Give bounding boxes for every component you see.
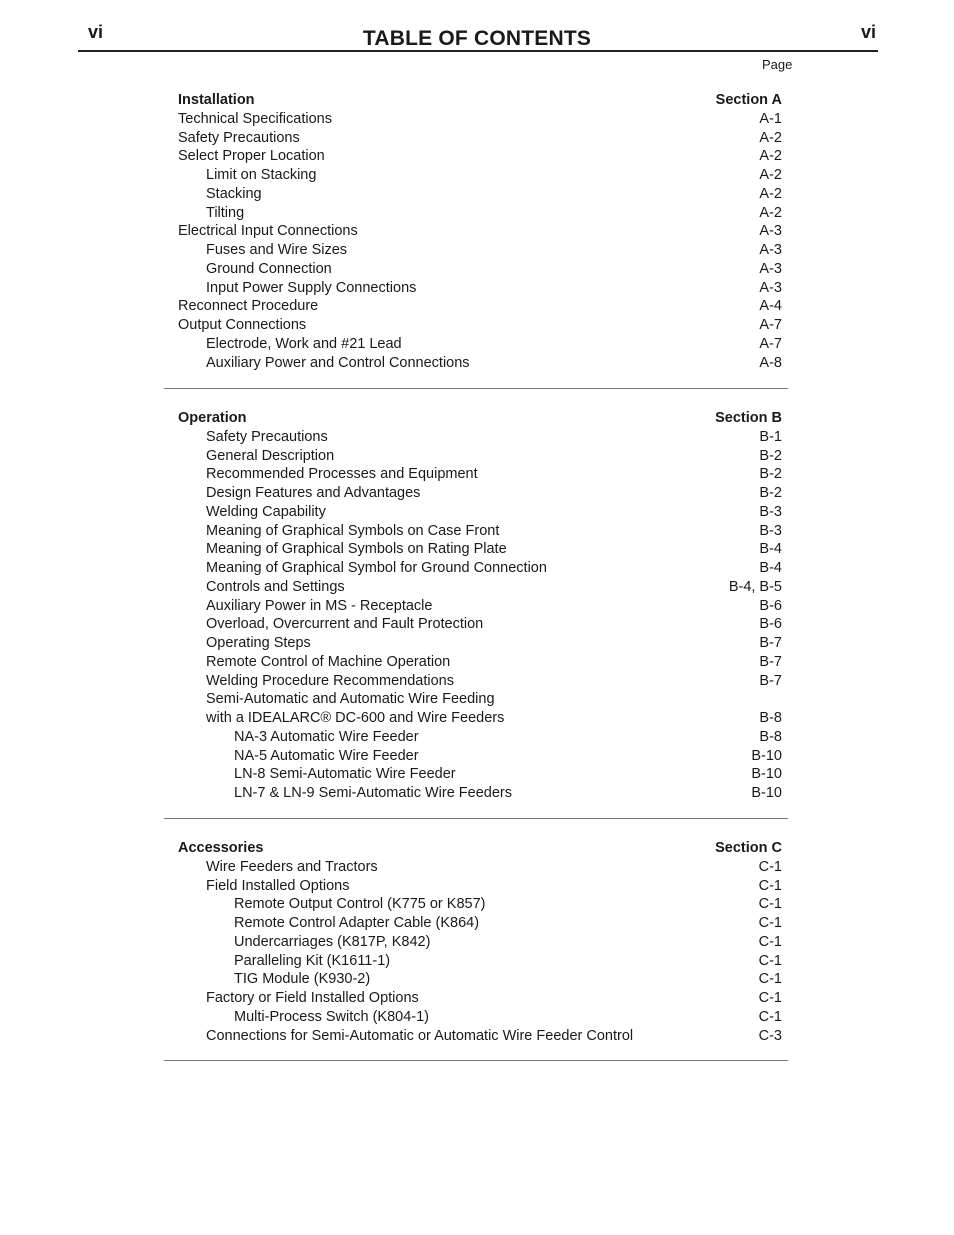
- toc-entry-label: Meaning of Graphical Symbols on Rating Plate: [206, 541, 507, 558]
- toc-entry-page: B-2: [759, 466, 782, 483]
- toc-entry[interactable]: [178, 970, 782, 989]
- toc-entry-label: Technical Specifications: [178, 110, 332, 127]
- toc-entry-page: B-7: [759, 672, 782, 689]
- toc-entry-page: A-2: [759, 148, 782, 165]
- toc-entry-page: B-3: [759, 522, 782, 539]
- toc-entry[interactable]: [178, 465, 782, 484]
- toc-entry-label: Multi-Process Switch (K804-1): [234, 1008, 429, 1025]
- toc-entry-label: Overload, Overcurrent and Fault Protection: [206, 616, 484, 633]
- toc-entry-label: General Description: [206, 447, 335, 464]
- toc-entry-page: A-7: [759, 335, 782, 352]
- toc-entry[interactable]: [178, 895, 782, 914]
- toc-entry-label: Accessories: [178, 840, 264, 856]
- toc-entry-label: NA-5 Automatic Wire Feeder: [234, 747, 419, 764]
- toc-entry-label: Safety Precautions: [178, 129, 300, 146]
- toc-entry-label: Fuses and Wire Sizes: [206, 242, 348, 258]
- toc-entry[interactable]: [178, 354, 782, 373]
- toc-entry-page: C-1: [758, 858, 782, 875]
- toc-entry[interactable]: [178, 428, 782, 447]
- toc-section-c: [178, 839, 782, 1045]
- toc-entry[interactable]: [178, 933, 782, 952]
- toc-entry-page: C-3: [758, 1027, 782, 1044]
- toc-entry-page: Section C: [715, 840, 782, 856]
- toc-entry-label: Auxiliary Power in MS - Receptacle: [206, 597, 433, 614]
- toc-entry[interactable]: [178, 185, 782, 204]
- page-title: TABLE OF CONTENTS: [362, 27, 592, 50]
- toc-entry[interactable]: [178, 540, 782, 559]
- toc-entry-label: Remote Control of Machine Operation: [206, 653, 451, 670]
- toc-section-heading[interactable]: [178, 91, 782, 110]
- toc-entry[interactable]: [178, 597, 782, 616]
- toc-entry-label: Undercarriages (K817P, K842): [234, 933, 431, 950]
- toc-entry-label: Remote Output Control (K775 or K857): [234, 896, 486, 913]
- toc-entry[interactable]: [178, 447, 782, 466]
- toc-entry-label: Field Installed Options: [206, 877, 350, 894]
- toc-entry-page: B-4: [759, 541, 782, 558]
- toc-section-heading[interactable]: [178, 839, 782, 858]
- toc-entry-page: B-6: [759, 597, 782, 614]
- toc-entry-page: B-3: [759, 503, 782, 520]
- toc-entry-label: Semi-Automatic and Automatic Wire Feeding: [206, 691, 495, 708]
- toc-entry[interactable]: [178, 858, 782, 877]
- toc-entry-page: B-1: [759, 428, 782, 445]
- toc-entry[interactable]: [178, 765, 782, 784]
- toc-entry-page: C-1: [758, 1008, 782, 1025]
- toc-entry-page: B-8: [759, 728, 782, 745]
- toc-entry-label: Operating Steps: [206, 635, 311, 651]
- toc-entry[interactable]: [178, 222, 782, 241]
- toc-entry[interactable]: [178, 728, 782, 747]
- toc-entry-label: Output Connections: [178, 317, 307, 333]
- toc-entry[interactable]: [178, 503, 782, 522]
- toc-entry-page: A-2: [759, 185, 782, 202]
- toc-entry-label: Controls and Settings: [206, 578, 345, 595]
- toc-entry-page: C-1: [758, 877, 782, 894]
- toc-entry[interactable]: [178, 110, 782, 129]
- toc-entry-page: B-10: [751, 747, 782, 764]
- toc-entry[interactable]: [178, 784, 782, 803]
- toc-entry-label: Meaning of Graphical Symbols on Case Front: [206, 522, 500, 539]
- toc-entry-label: Tilting: [206, 204, 245, 221]
- toc-entry-page: B-4, B-5: [728, 578, 782, 595]
- toc-entry-label: Paralleling Kit (K1611-1): [234, 952, 391, 969]
- toc-entry-label: Stacking: [206, 185, 262, 202]
- toc-entry-page: C-1: [758, 915, 782, 931]
- toc-entry-label: Recommended Processes and Equipment: [206, 466, 478, 483]
- toc-entry-label: Select Proper Location: [178, 148, 325, 165]
- toc-entry[interactable]: [178, 166, 782, 185]
- toc-entry-label: Input Power Supply Connections: [206, 279, 417, 296]
- toc-entry-page: B-8: [759, 710, 782, 726]
- toc-entry-page: A-3: [759, 260, 782, 277]
- toc-entry[interactable]: [178, 690, 782, 709]
- title-rule: [78, 50, 878, 52]
- toc-entry-label: Connections for Semi-Automatic or Automatic Wire Feeder Control: [206, 1027, 634, 1044]
- toc-entry[interactable]: [178, 522, 782, 541]
- toc-entry[interactable]: [178, 484, 782, 503]
- toc-entry-page: A-2: [759, 129, 782, 146]
- toc-entry-page: C-1: [758, 896, 782, 913]
- toc-entry[interactable]: [178, 672, 782, 691]
- toc-entry-page: A-8: [759, 354, 782, 371]
- toc-entry[interactable]: [178, 297, 782, 316]
- toc-entry-label: Design Features and Advantages: [206, 485, 421, 501]
- toc-entry[interactable]: [178, 615, 782, 634]
- toc-entry-label: with a IDEALARC® DC-600 and Wire Feeders: [206, 710, 505, 726]
- toc-entry[interactable]: [178, 747, 782, 766]
- toc-entry-page: C-1: [758, 971, 782, 988]
- toc-entry-page: C-1: [758, 952, 782, 969]
- toc-entry[interactable]: [178, 559, 782, 578]
- toc-entry[interactable]: [178, 989, 782, 1008]
- toc-entry[interactable]: [178, 578, 782, 597]
- page-number-right: vi: [860, 22, 876, 42]
- toc-entry-page: Section B: [715, 410, 782, 426]
- toc-entry-page: B-4: [759, 560, 782, 576]
- section-divider: [164, 388, 788, 389]
- toc-entry-page: A-7: [759, 317, 782, 333]
- toc-entry-label: Welding Capability: [206, 503, 326, 520]
- toc-entry-label: Welding Procedure Recommendations: [206, 672, 454, 689]
- toc-entry-label: TIG Module (K930-2): [234, 971, 371, 988]
- toc-entry[interactable]: [178, 634, 782, 653]
- toc-entry-label: NA-3 Automatic Wire Feeder: [234, 728, 419, 745]
- toc-entry-page: B-7: [759, 635, 782, 651]
- toc-entry-label: Installation: [178, 92, 255, 108]
- page-column-label: Page: [762, 57, 793, 72]
- section-divider: [164, 818, 788, 819]
- toc-entry[interactable]: [178, 914, 782, 933]
- toc-section-b: [178, 409, 782, 803]
- toc-entry-label: LN-7 & LN-9 Semi-Automatic Wire Feeders: [234, 785, 512, 801]
- toc-entry-page: B-6: [759, 616, 782, 633]
- toc-entry-page: B-2: [759, 447, 782, 464]
- toc-section-a: [178, 91, 782, 372]
- page-number-left: vi: [88, 22, 104, 42]
- toc-entry[interactable]: [178, 147, 782, 166]
- toc-entry[interactable]: [178, 279, 782, 298]
- toc-entry-label: LN-8 Semi-Automatic Wire Feeder: [234, 766, 456, 783]
- toc-entry-page: A-2: [759, 167, 782, 183]
- toc-entry-label: Auxiliary Power and Control Connections: [206, 354, 470, 371]
- toc-entry-label: Remote Control Adapter Cable (K864): [234, 915, 480, 931]
- section-divider: [164, 1060, 788, 1061]
- toc-entry[interactable]: [178, 952, 782, 971]
- toc-entry[interactable]: [178, 877, 782, 896]
- toc-entry-page: A-3: [759, 223, 782, 240]
- toc-section-heading[interactable]: [178, 409, 782, 428]
- toc-entry[interactable]: [178, 335, 782, 354]
- toc-entry-label: Electrode, Work and #21 Lead: [206, 335, 402, 352]
- toc-entry[interactable]: [178, 260, 782, 279]
- toc-entry[interactable]: [178, 129, 782, 148]
- toc-entry[interactable]: [178, 241, 782, 260]
- toc-entry[interactable]: [178, 1008, 782, 1027]
- toc-entry-label: Factory or Field Installed Options: [206, 990, 419, 1006]
- toc-entry[interactable]: [178, 316, 782, 335]
- toc-entry[interactable]: [178, 709, 782, 728]
- toc-entry-page: B-10: [751, 785, 782, 801]
- toc-entry-page: B-7: [759, 653, 782, 670]
- toc-entry-page: A-3: [759, 242, 782, 258]
- toc-entry-page: A-2: [759, 204, 782, 221]
- toc-entry[interactable]: [178, 653, 782, 672]
- toc-entry-page: C-1: [758, 990, 782, 1006]
- toc-entry-label: Wire Feeders and Tractors: [206, 858, 378, 875]
- toc-entry-page: A-3: [759, 279, 782, 296]
- toc-entry-label: Meaning of Graphical Symbol for Ground Connection: [206, 560, 547, 576]
- toc-entry-page: B-2: [759, 485, 782, 501]
- toc-entry-label: Reconnect Procedure: [178, 298, 319, 315]
- toc-entry[interactable]: [178, 204, 782, 223]
- toc-entry-page: Section A: [715, 92, 782, 108]
- toc-entry-label: Ground Connection: [206, 260, 332, 277]
- toc-entry-label: Electrical Input Connections: [178, 223, 358, 240]
- toc-entry-label: Safety Precautions: [206, 428, 328, 445]
- toc-entry[interactable]: [178, 1027, 782, 1046]
- toc-entry-page: A-4: [759, 298, 782, 315]
- toc-entry-label: Operation: [178, 410, 247, 426]
- toc-entry-label: Limit on Stacking: [206, 167, 317, 183]
- toc-entry-page: A-1: [759, 110, 782, 127]
- toc-entry-page: B-10: [751, 766, 782, 783]
- toc-entry-page: C-1: [758, 933, 782, 950]
